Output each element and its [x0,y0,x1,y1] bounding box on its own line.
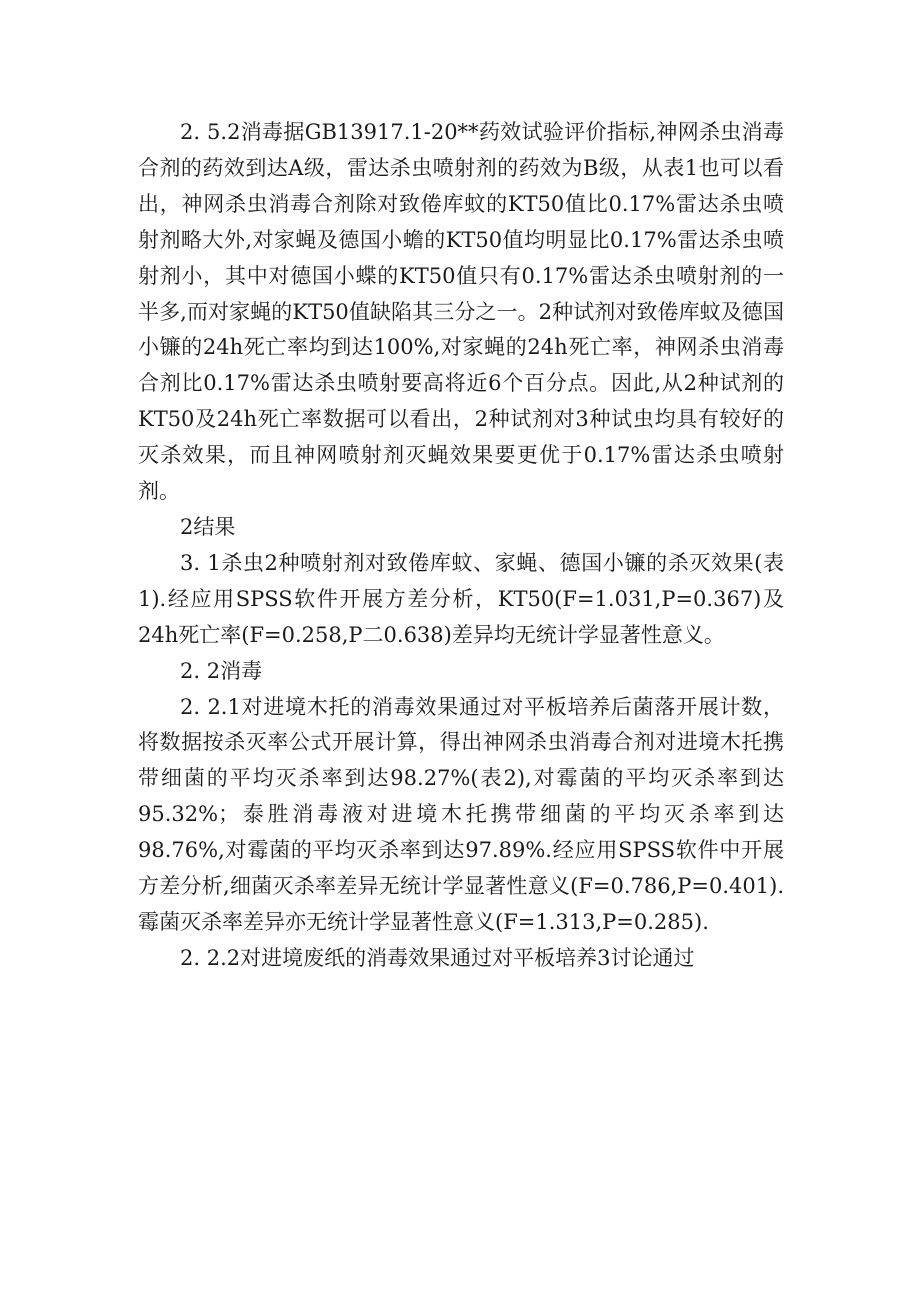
heading-results: 2结果 [180,514,236,539]
heading-2-2-disinfection: 2. 2消毒 [180,658,263,683]
paragraph-2-5-2-disinfection-efficacy: 2. 5.2消毒据GB13917.1-20**药效试验评价指标,神网杀虫消毒合剂的药效到达A级，雷达杀虫喷射剂的药效为B级，从表1也可以看出，神网杀虫消毒合剂除对致倦库蚊的KT50值比0.17%雷达杀虫喷射剂略大外,对家蝇及德国小蟾的KT50值均明显比0.17%雷达杀虫喷射剂小，其中对德国小蝶的KT50值只有0.17%雷达杀虫喷射剂的一半多,而对家蝇的KT50值缺陷其三分之一。2种试剂对致倦库蚊及德国小镰的24h死亡率均到达100%,对家蝇的24h死亡率，神网杀虫消毒合剂比0.17%雷达杀虫喷射要高将近6个百分点。因此,从2种试剂的KT50及24h死亡率数据可以看出，2种试剂对3种试虫均具有较好的灭杀效果，而且神网喷射剂灭蝇效果要更优于0.17%雷达杀虫喷射剂。 [138,120,784,504]
paragraph-3-1-insecticide-results: 3. 1杀虫2种喷射剂对致倦库蚊、家蝇、德国小镰的杀灭效果(表1).经应用SPSS软件开展方差分析，KT50(F=1.031,P=0.367)及24h死亡率(F=0.258,P二0.638)差异均无统计学显著性意义。 [138,550,784,647]
paragraph-2-2-1-wooden-pallet-disinfection: 2. 2.1对进境木托的消毒效果通过对平板培养后菌落开展计数，将数据按杀灭率公式开展计算，得出神网杀虫消毒合剂对进境木托携带细菌的平均灭杀率到达98.27%(表2),对霉菌的平均灭杀率到达95.32%；泰胜消毒液对进境木托携带细菌的平均灭杀率到达98.76%,对霉菌的平均灭杀率到达97.89%.经应用SPSS软件中开展方差分析,细菌灭杀率差异无统计学显著性意义(F=0.786,P=0.401).霉菌灭杀率差异亦无统计学显著性意义(F=1.313,P=0.285). [138,694,784,934]
document-body [138,115,784,977]
paragraph-2-2-2-waste-paper-disinfection: 2. 2.2对进境废纸的消毒效果通过对平板培养3讨论通过 [180,945,695,970]
